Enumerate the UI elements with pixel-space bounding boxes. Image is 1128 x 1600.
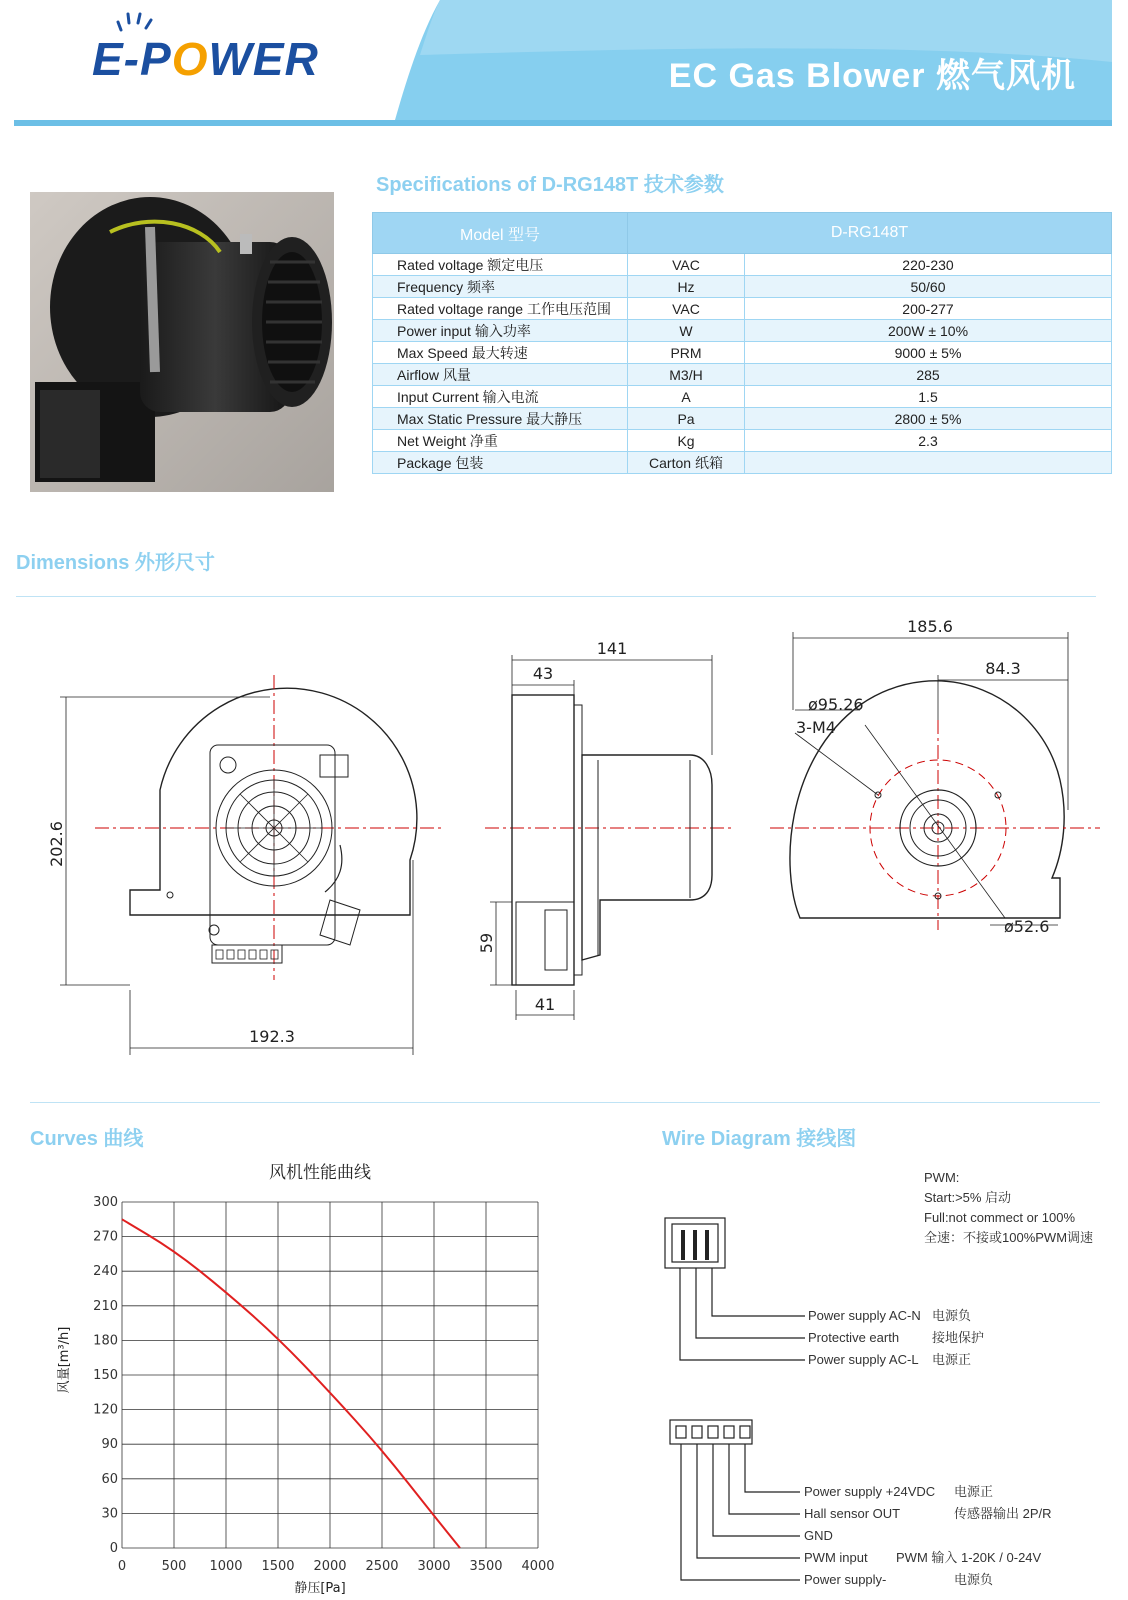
- spec-value: 285: [745, 364, 1112, 386]
- x-axis-label: 静压[Pa]: [294, 1581, 346, 1596]
- spec-header-value: D-RG148T: [628, 213, 1112, 254]
- wire-label-cn: PWM 输入 1-20K / 0-24V: [896, 1550, 1042, 1565]
- table-row: [373, 298, 1112, 320]
- spec-value: 50/60: [745, 276, 1112, 298]
- x-tick-label: 2500: [365, 1559, 399, 1574]
- spec-value: 2.3: [745, 430, 1112, 452]
- wiring-heading: Wire Diagram 接线图: [662, 1128, 857, 1150]
- x-tick-label: 4000: [521, 1559, 555, 1574]
- spec-value: 1.5: [745, 386, 1112, 408]
- spec-value: 2800 ± 5%: [745, 408, 1112, 430]
- pwm-note: 全速：不接或100%PWM调速: [924, 1230, 1094, 1245]
- pwm-note: Start:>5% 启动: [924, 1190, 1012, 1205]
- x-tick-label: 3500: [469, 1559, 503, 1574]
- dim-side-outlet-depth: 41: [534, 995, 556, 1014]
- dim-back-offset: 84.3: [985, 659, 1021, 678]
- pwm-note: Full:not commect or 100%: [924, 1210, 1076, 1225]
- table-row: [373, 386, 1112, 408]
- wire-label-cn: 电源负: [954, 1572, 994, 1587]
- spec-unit: VAC: [628, 298, 745, 320]
- spec-label: Package 包装: [373, 452, 628, 474]
- y-tick-label: 150: [93, 1368, 118, 1383]
- spec-value: 9000 ± 5%: [745, 342, 1112, 364]
- wire-label: Power supply-: [804, 1572, 887, 1587]
- spec-table: [372, 212, 1112, 474]
- wire-label-cn: 电源正: [954, 1484, 994, 1499]
- dim-front-width: 192.3: [249, 1027, 295, 1046]
- spec-label: Rated voltage 额定电压: [373, 254, 628, 276]
- spec-unit: M3/H: [628, 364, 745, 386]
- spec-label: Net Weight 净重: [373, 430, 628, 452]
- dc-connector-icon: [670, 1420, 752, 1444]
- table-row: [373, 254, 1112, 276]
- chart-grid: [122, 1202, 538, 1548]
- spec-unit: A: [628, 386, 745, 408]
- y-tick-label: 210: [93, 1298, 118, 1314]
- spec-label: Input Current 输入电流: [373, 386, 628, 408]
- y-tick-label: 270: [93, 1229, 118, 1245]
- x-tick-label: 0: [117, 1559, 127, 1574]
- wire-label: Protective earth: [808, 1330, 900, 1345]
- airflow-curve: [122, 1219, 460, 1548]
- dim-side-outlet-height: 59: [477, 932, 496, 954]
- wire-label-cn: 电源负: [932, 1308, 972, 1323]
- brand-logo: E-POWER: [92, 33, 319, 85]
- x-tick-label: 2000: [313, 1559, 347, 1574]
- back-view-drawing: [770, 632, 1100, 930]
- wire-label: Power supply AC-N: [808, 1308, 921, 1323]
- x-tick-label: 500: [161, 1559, 187, 1574]
- x-tick-label: 1000: [209, 1559, 243, 1574]
- table-row: [373, 342, 1112, 364]
- dim-front-height: 202.6: [47, 821, 66, 867]
- front-view-drawing: [60, 675, 445, 1055]
- dim-side-front-depth: 43: [532, 664, 554, 683]
- table-row: [373, 364, 1112, 386]
- side-view-drawing: [485, 655, 735, 1020]
- spec-unit: Carton 纸箱: [628, 452, 745, 474]
- dimension-drawings: [0, 600, 1128, 1080]
- divider: [30, 1102, 1100, 1103]
- dim-back-bolts: 3-M4: [796, 718, 836, 737]
- spec-value: [745, 452, 1112, 474]
- logo-sun-icon: [118, 14, 151, 30]
- spec-unit: PRM: [628, 342, 745, 364]
- ac-connector-icon: [665, 1218, 725, 1268]
- chart-title: 风机性能曲线: [269, 1163, 371, 1183]
- spec-header-model: Model 型号: [373, 213, 628, 254]
- wire-label: PWM input: [804, 1550, 868, 1565]
- spec-value: 220-230: [745, 254, 1112, 276]
- page-title: EC Gas Blower 燃气风机: [668, 57, 1076, 95]
- y-tick-label: 240: [93, 1264, 118, 1280]
- specs-heading: Specifications of D-RG148T 技术参数: [376, 174, 724, 196]
- y-tick-label: 30: [101, 1506, 118, 1522]
- table-row: [373, 430, 1112, 452]
- y-tick-label: 90: [101, 1437, 118, 1453]
- dim-back-bolt-circle: ø95.26: [808, 695, 864, 714]
- wire-label-cn: 电源正: [932, 1352, 972, 1367]
- y-axis-ticks: [93, 1195, 118, 1556]
- spec-unit: W: [628, 320, 745, 342]
- y-tick-label: 300: [93, 1195, 118, 1210]
- y-tick-label: 0: [109, 1541, 118, 1556]
- y-tick-label: 60: [101, 1471, 118, 1487]
- spec-value: 200W ± 10%: [745, 320, 1112, 342]
- wire-label-cn: 传感器输出 2P/R: [954, 1506, 1052, 1521]
- x-tick-label: 3000: [417, 1559, 451, 1574]
- table-row: [373, 408, 1112, 430]
- y-axis-label: 风量[m³/h]: [57, 1326, 72, 1394]
- spec-value: 200-277: [745, 298, 1112, 320]
- wire-label: Hall sensor OUT: [804, 1506, 901, 1521]
- dim-side-total: 141: [596, 639, 628, 658]
- wire-label: Power supply AC-L: [808, 1352, 919, 1367]
- wire-label: GND: [804, 1528, 833, 1543]
- spec-label: Airflow 风量: [373, 364, 628, 386]
- spec-label: Power input 输入功率: [373, 320, 628, 342]
- spec-unit: Hz: [628, 276, 745, 298]
- pwm-note: PWM:: [924, 1170, 960, 1185]
- dimensions-heading: Dimensions 外形尺寸: [16, 552, 215, 574]
- dim-back-width: 185.6: [907, 617, 953, 636]
- spec-unit: Pa: [628, 408, 745, 430]
- spec-label: Rated voltage range 工作电压范围: [373, 298, 628, 320]
- table-row: [373, 452, 1112, 474]
- x-tick-label: 1500: [261, 1559, 295, 1574]
- divider: [16, 596, 1096, 597]
- y-tick-label: 120: [93, 1402, 118, 1418]
- wire-label: Power supply +24VDC: [804, 1484, 936, 1499]
- spec-label: Max Static Pressure 最大静压: [373, 408, 628, 430]
- spec-unit: Kg: [628, 430, 745, 452]
- curves-heading: Curves 曲线: [30, 1128, 144, 1150]
- spec-label: Max Speed 最大转速: [373, 342, 628, 364]
- spec-unit: VAC: [628, 254, 745, 276]
- table-row: [373, 276, 1112, 298]
- performance-chart: [40, 1160, 580, 1600]
- table-row: [373, 320, 1112, 342]
- wire-label-cn: 接地保护: [932, 1330, 985, 1345]
- dim-back-hub: ø52.6: [1004, 917, 1050, 936]
- spec-label: Frequency 频率: [373, 276, 628, 298]
- y-tick-label: 180: [93, 1333, 118, 1349]
- product-photo: [30, 192, 334, 492]
- x-axis-ticks: [118, 1559, 555, 1574]
- wire-diagram: [640, 1200, 1110, 1595]
